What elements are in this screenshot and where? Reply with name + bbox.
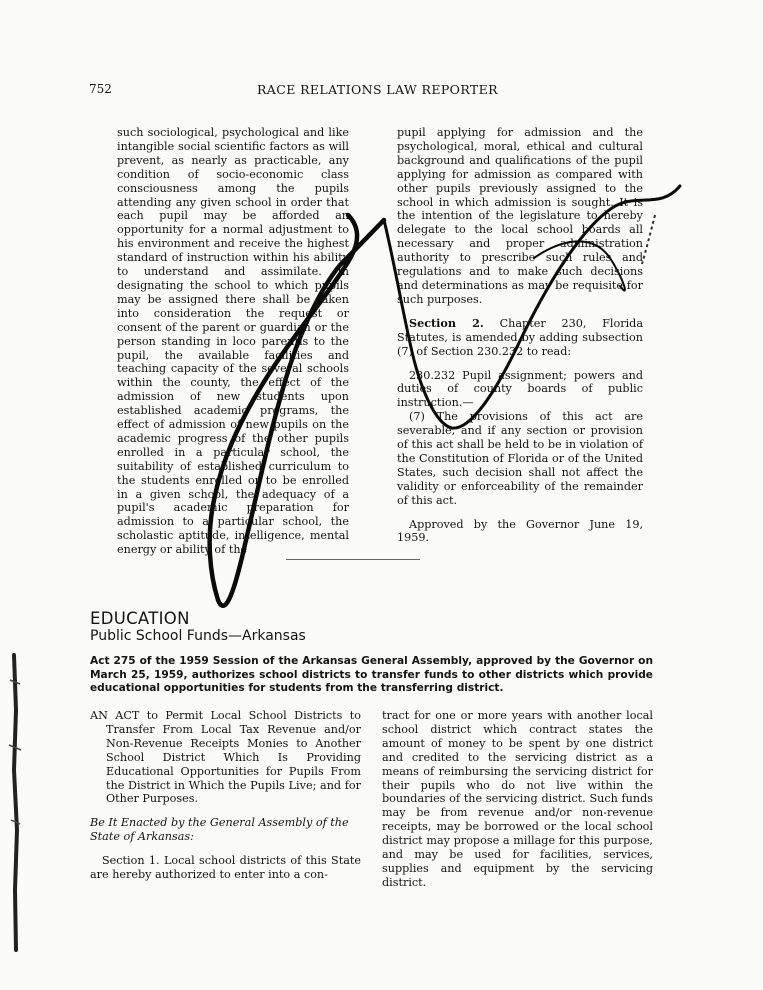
- enacting-clause: Be It Enacted by the General Assembly of the State of Arkansas:: [90, 816, 349, 844]
- subsection-7: (7) The provisions of this act are severable, and if any section or provision of this act shall be held to be in violation of the Constitution of Florida or of the United States, such decision shall not affect the validity or enforceability of the remainder of this act.: [397, 410, 643, 507]
- page-number: 752: [89, 82, 112, 96]
- section-title: EDUCATION: [90, 609, 190, 628]
- paragraph: pupil applying for admission and the psychological, moral, ethical and cultural background and qualifications of the pupil applying for admission as compared with other pupils previously assigned to the school in which admission is sought. It is the intention of the legislature to hereby delegate to the local school boards all necessary and proper administration authority to prescribe such rules and regulations and to make such decisions and determinations as may be requisite for such purposes.: [397, 126, 643, 306]
- paragraph: such sociological, psychological and like intangible social scientific factors as will prevent, as nearly as practicable, any condition of socio-economic class consciousness among the pupils attending any given school in order that each pupil may be afforded an opportunity for a normal adjustment to his environment and receive the highest standard of instruction within his ability to understand and assimilate. In designating the school to which pupils may be assigned there shall be taken into consideration the request or consent of the parent or guardian or the person standing in loco parentis to the pupil, the available facilities and teaching capacity of the several schools within the county, the effect of the admission of new students upon established academic programs, the effect of admission of new pupils on the academic progress of the other pupils enrolled in a particular school, the suitability of established curriculum to the students enrolled or to be enrolled in a given school, the adequacy of a pupil's academic preparation for admission to a particular school, the scholastic aptitude, intelligence, mental energy or ability of the: [117, 126, 349, 557]
- paragraph: tract for one or more years with another local school district which contract states the amount of money to be spent by one district and credited to the servicing district as a means of reimbursing the servicing district for their pupils who do not live within the boundaries of the servicing district. Such funds may be from revenue and/or non-revenue receipts, may be borrowed or the local school district may propose a millage for this purpose, and may be used for facilities, services, supplies and equipment by the servicing district.: [382, 709, 653, 889]
- statute-heading: 230.232 Pupil assignment; powers and duties of county boards of public instruction.—: [397, 368, 643, 410]
- section-1-label: Section 1.: [102, 854, 160, 868]
- section-subtitle: Public School Funds—Arkansas: [90, 628, 306, 644]
- approval-line: Approved by the Governor June 19, 1959.: [397, 517, 643, 545]
- section-1-text: Local school districts of this State are hereby authorized to enter into a con-: [90, 854, 362, 882]
- running-head: RACE RELATIONS LAW REPORTER: [257, 82, 498, 97]
- section-2-text: Chapter 230, Florida Statutes, is amended by adding subsection (7) of Section 230.232 to read:: [397, 316, 643, 358]
- section-2-label: Section 2.: [409, 315, 484, 330]
- act-summary: Act 275 of the 1959 Session of the Arkansas General Assembly, approved by the Governor on March 25, 1959, authorizes school districts to transfer funds to other districts which provide educational opportunities for students from the transferring district.: [90, 655, 653, 694]
- act-title: AN ACT to Permit Local School Districts to Transfer From Local Tax Revenue and/or Non-Revenue Receipts Monies to Another School District Which Is Providing Educational Opportunities for Pupils From the District in Which the Pupils Live; and for Other Purposes.: [90, 709, 361, 806]
- margin-ink-mark-icon: [0, 650, 30, 960]
